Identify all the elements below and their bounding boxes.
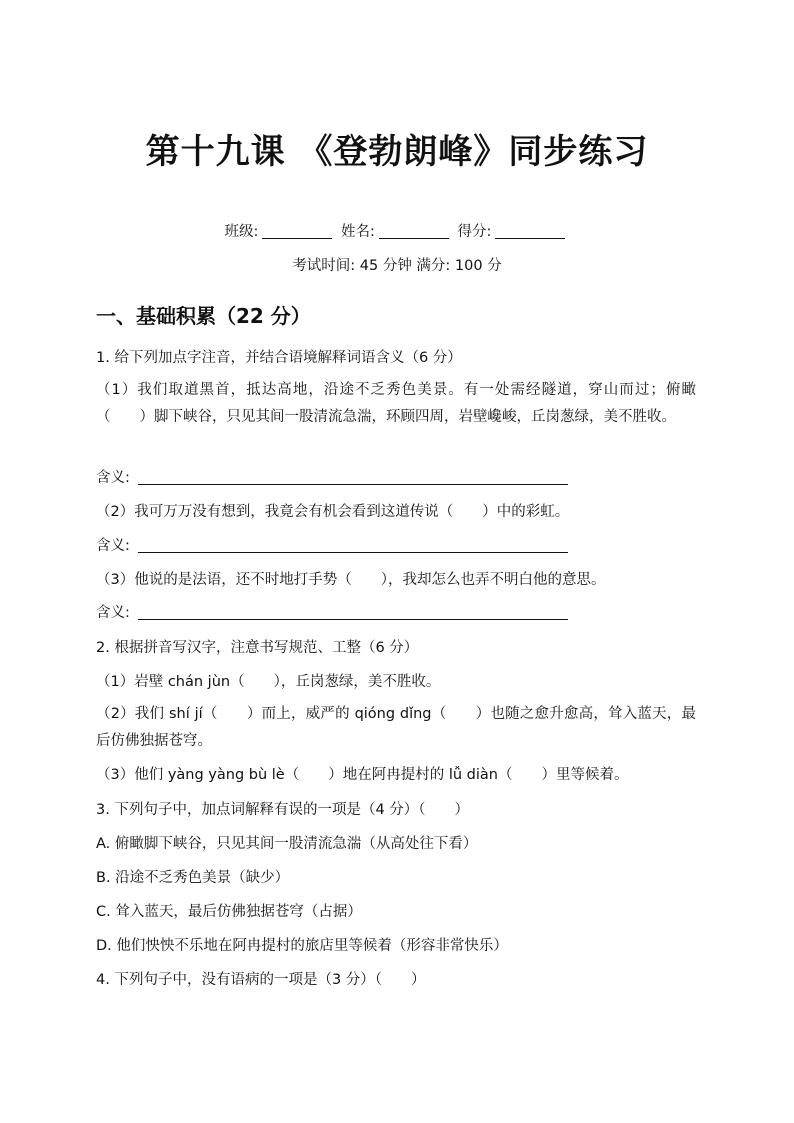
section-heading: 一、基础积累（22 分） — [96, 304, 311, 328]
page-title: 第十九课 《登勃朗峰》同步练习 — [145, 132, 649, 172]
score-label: 得分: — [457, 224, 492, 240]
name-label: 姓名: — [341, 224, 375, 240]
q1-part2: （2）我可万万没有想到，我竟会有机会看到这道传说（ ）中的彩虹。 — [96, 504, 570, 520]
meaning-answer-line[interactable] — [138, 538, 568, 553]
q3-option-b: B. 沿途不乏秀色美景（缺少） — [96, 870, 290, 886]
q1-part3: （3）他说的是法语，还不时地打手势（ ），我却怎么也弄不明白他的意思。 — [96, 572, 606, 588]
q1-meaning-row-3 — [96, 603, 568, 623]
q4-stem: 4. 下列句子中，没有语病的一项是（3 分）（ ） — [96, 972, 426, 988]
meaning-label: 含义: — [96, 538, 130, 554]
q2-stem: 2. 根据拼音写汉字，注意书写规范、工整（6 分） — [96, 640, 419, 656]
q3-option-a: A. 俯瞰脚下峡谷，只见其间一股清流急湍（从高处往下看） — [96, 836, 478, 852]
q3-option-c: C. 耸入蓝天，最后仿佛独据苍穹（占据） — [96, 904, 362, 920]
exam-info-line: 考试时间: 45 分钟 满分: 100 分 — [292, 258, 502, 274]
score-blank[interactable] — [495, 224, 565, 239]
meaning-answer-line[interactable] — [138, 470, 568, 485]
class-blank[interactable] — [262, 224, 332, 239]
student-info-line — [0, 220, 794, 241]
meaning-label: 含义: — [96, 470, 130, 486]
meaning-answer-line[interactable] — [138, 605, 568, 620]
q2-part3: （3）他们 yàng yàng bù lè（ ）地在阿冉提村的 lǚ diàn（ ）里等候着。 — [96, 767, 629, 783]
q1-part1: （1）我们取道黑首，抵达高地，沿途不乏秀色美景。有一处需经隧道，穿山而过；俯瞰（ ）脚下峡谷，只见其间一股清流急湍，环顾四周，岩壁巉峻，丘岗葱绿，美不胜收。 — [96, 382, 696, 425]
name-blank[interactable] — [379, 224, 449, 239]
q2-part1: （1）岩壁 chán jùn（ ），丘岗葱绿，美不胜收。 — [96, 674, 441, 690]
q1-meaning-row-1 — [96, 468, 568, 488]
q1-meaning-row-2 — [96, 536, 568, 556]
q3-stem: 3. 下列句子中，加点词解释有误的一项是（4 分）（ ） — [96, 802, 470, 818]
meaning-label: 含义: — [96, 605, 130, 621]
q1-stem: 1. 给下列加点字注音，并结合语境解释词语含义（6 分） — [96, 350, 462, 366]
q2-part2: （2）我们 shí jí（ ）而上，威严的 qióng dǐng（ ）也随之愈升愈高，耸入蓝天，最后仿佛独据苍穹。 — [96, 706, 696, 749]
class-label: 班级: — [224, 224, 259, 240]
q3-option-d: D. 他们怏怏不乐地在阿冉提村的旅店里等候着（形容非常快乐） — [96, 938, 508, 954]
